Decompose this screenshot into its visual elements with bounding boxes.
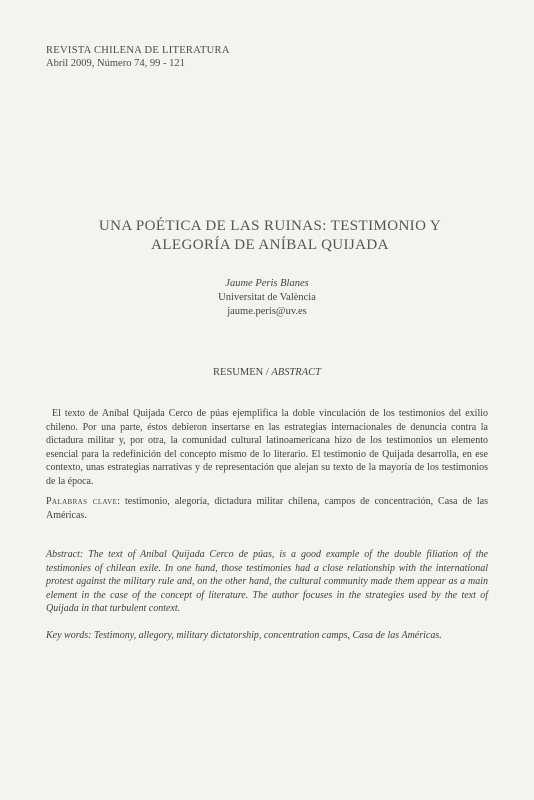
palabras-clave-paragraph bbox=[46, 495, 488, 522]
journal-header bbox=[46, 44, 346, 70]
abstract-paragraph: Abstract: The text of Aníbal Quijada Cerco de púas, is a good example of the double filiation of the testimonies of chilean exile. In one hand, those testimonies had a close relationship with the international protest against the military rule and, on the other hand, the cultural community made them appear as a main element in the case of the concept of literature. The author focuses in the strategies used by the text of Quijada in that turbulent context. bbox=[46, 549, 488, 614]
keywords-paragraph: Key words: Testimony, allegory, military dictatorship, concentration camps, Casa de las Américas. bbox=[46, 630, 442, 641]
title-line-1: UNA POÉTICA DE LAS RUINAS: TESTIMONIO Y bbox=[98, 218, 442, 234]
title-line-2: ALEGORÍA DE ANÍBAL QUIJADA bbox=[151, 237, 389, 253]
author-affiliation: Universitat de València bbox=[218, 292, 316, 303]
author-name: Jaume Peris Blanes bbox=[225, 278, 309, 289]
abstract-heading: ABSTRACT bbox=[271, 367, 321, 378]
journal-issue: Abril 2009, Número 74, 99 - 121 bbox=[46, 58, 185, 69]
author-block bbox=[0, 277, 534, 319]
article-title bbox=[60, 217, 480, 255]
summary-heading bbox=[0, 367, 534, 378]
journal-name: REVISTA CHILENA DE LITERATURA bbox=[46, 45, 230, 56]
resumen-paragraph: El texto de Aníbal Quijada Cerco de púas ejemplifica la doble vinculación de los testimonios del exilio chileno. Por una parte, éstos debieron insertarse en las estrategias internacionales de denuncia contra la dictadura militar y, por otra, la comunidad cultural latinoamericana hizo de los testimonios un elemento esencial para la redefinición del concepto mismo de lo literario. El testimonio de Quijada desarrolla, en ese contexto, unas estrategias narrativas y de representación que alejan su texto de la mayoría de los testimonios de la época. bbox=[46, 408, 488, 487]
palabras-clave-text: : testimonio, alegoría, dictadura militar chilena, campos de concentración, Casa de las Américas. bbox=[46, 496, 488, 521]
author-email: jaume.peris@uv.es bbox=[227, 306, 307, 317]
resumen-heading: RESUMEN / bbox=[213, 367, 272, 378]
palabras-clave-label: Palabras clave bbox=[46, 496, 118, 507]
